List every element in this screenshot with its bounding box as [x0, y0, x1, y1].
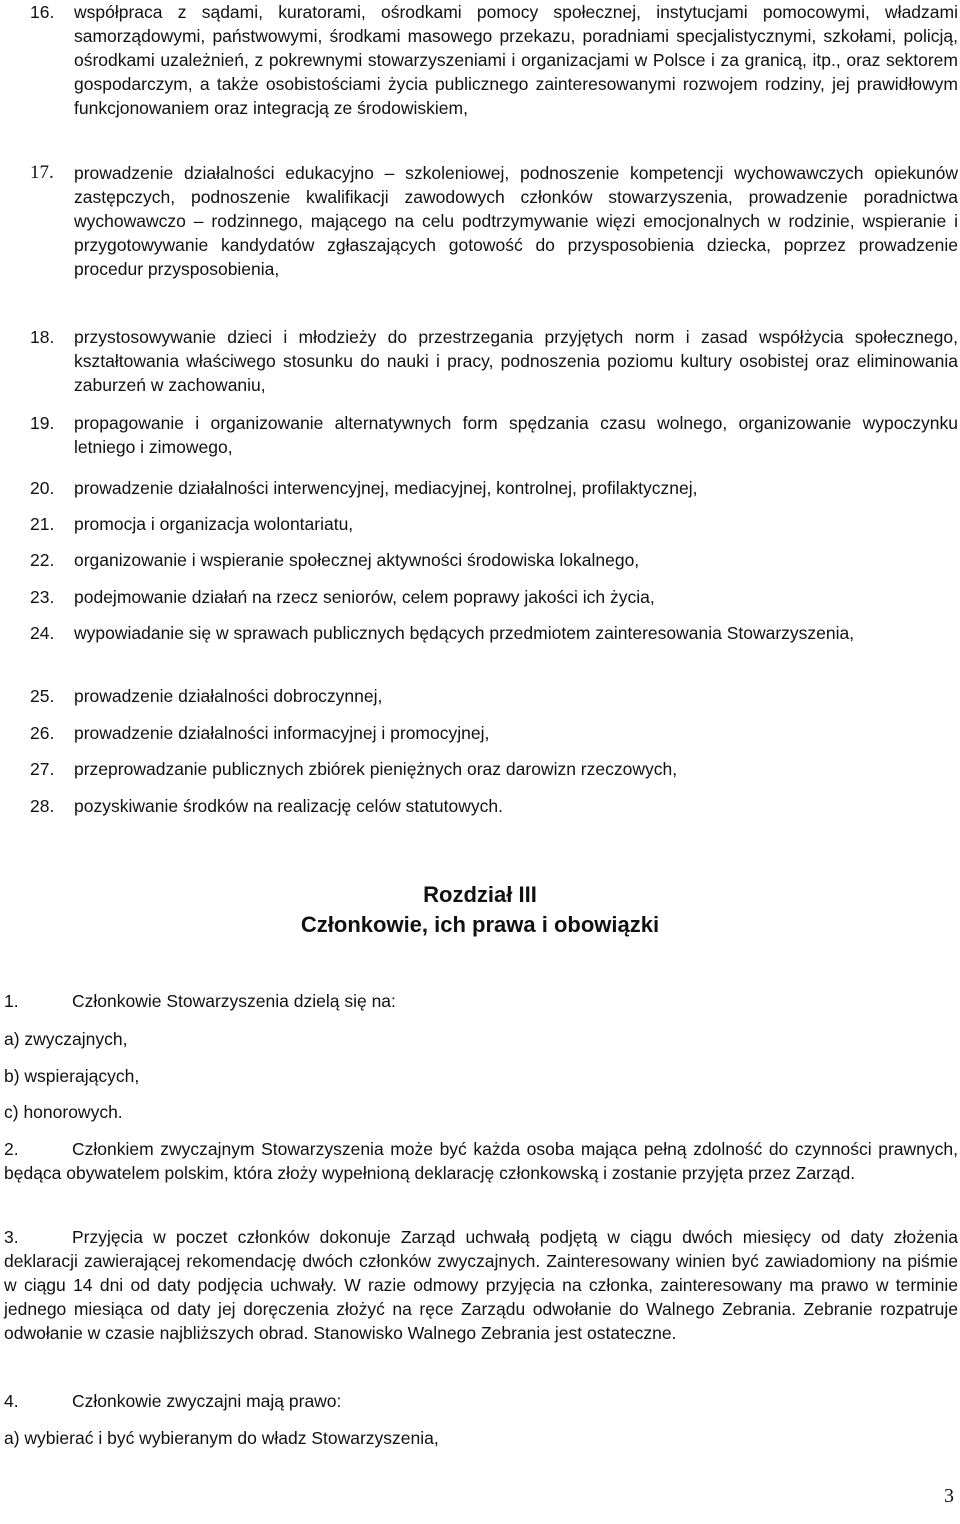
list-item-26 [30, 721, 960, 745]
list-item-text: przeprowadzanie publicznych zbiórek pieniężnych oraz darowizn rzeczowych, [74, 759, 678, 779]
paragraph-number: 2. [4, 1139, 19, 1159]
list-item-22 [30, 548, 960, 572]
list-item-number: 27. [30, 759, 55, 779]
list-item-text: prowadzenie działalności edukacyjno – szkoleniowej, podnoszenie kompetencji wychowawczych opiekunów zastępczych, podnoszenie kwalifikacji zawodowych członków stowarzyszenia, prowadzenie poradnictwa wychowawczo – rodzinnego, mającego na celu podtrzymywanie więzi emocjonalnych w rodzinie, wspieranie i przygotowywanie kandydatów zgłaszających gotowość do przysposobienia dziecka, poprzez prowadzenie procedur przysposobienia, [74, 163, 958, 279]
list-item-27 [30, 757, 960, 781]
list-item-number: 18. [30, 327, 55, 347]
paragraph-text: Przyjęcia w poczet członków dokonuje Zarząd uchwałą podjętą w ciągu dwóch miesięcy od daty złożenia deklaracji zawierającej rekomendację dwóch członków zwyczajnych. Zainteresowany winien być zawiadomiony na piśmie w ciągu 14 dni od daty podjęcia uchwały. W razie odmowy przyjęcia na członka, zainteresowany ma prawo w terminie jednego miesiąca od daty jej doręczenia złożyć na ręce Zarządu odwołanie do Walnego Zebrania. Zebranie rozpatruje odwołanie w czasie najbliższych obrad. Stanowisko Walnego Zebrania jest ostateczne. [4, 1227, 958, 1343]
paragraph-text: Członkowie zwyczajni mają prawo: [72, 1391, 342, 1411]
list-item-17 [30, 161, 960, 281]
sub-item-c: c) honorowych. [4, 1102, 123, 1122]
list-item-text: propagowanie i organizowanie alternatywnych form spędzania czasu wolnego, organizowanie wypoczynku letniego i zimowego, [74, 413, 958, 457]
list-item-21 [30, 512, 960, 536]
sub-item-a: a) wybierać i być wybieranym do władz Stowarzyszenia, [4, 1428, 439, 1448]
list-item-number: 16. [30, 2, 55, 22]
list-item-28 [30, 794, 960, 818]
paragraph-number: 4. [4, 1391, 19, 1411]
list-item-text: pozyskiwanie środków na realizację celów statutowych. [74, 796, 503, 816]
list-item-text: przystosowywanie dzieci i młodzieży do przestrzegania przyjętych norm i zasad współżycia społecznego, kształtowania właściwego stosunku do nauki i pracy, podnoszenia poziomu kultury osobistej oraz eliminowania zaburzeń w zachowaniu, [74, 327, 958, 395]
paragraph-number: 3. [4, 1227, 19, 1247]
list-item-number: 28. [30, 796, 55, 816]
list-item-text: prowadzenie działalności dobroczynnej, [74, 686, 383, 706]
list-item-text: organizowanie i wspieranie społecznej aktywności środowiska lokalnego, [74, 550, 640, 570]
list-item-25 [30, 684, 960, 708]
list-item-16 [30, 0, 960, 120]
list-item-18 [30, 325, 960, 397]
list-item-20 [30, 476, 960, 500]
list-item-number: 17. [30, 162, 54, 183]
list-item-text: prowadzenie działalności informacyjnej i promocyjnej, [74, 723, 490, 743]
list-item-23 [30, 585, 960, 609]
page-number: 3 [944, 1485, 954, 1507]
list-item-number: 20. [30, 478, 55, 498]
list-item-number: 23. [30, 587, 55, 607]
list-item-text: wypowiadanie się w sprawach publicznych będących przedmiotem zainteresowania Stowarzyszenia, [74, 623, 855, 643]
list-item-text: promocja i organizacja wolontariatu, [74, 514, 354, 534]
list-item-number: 19. [30, 413, 55, 433]
list-item-number: 22. [30, 550, 55, 570]
paragraph-3 [4, 1225, 958, 1345]
list-item-19 [30, 411, 960, 459]
chapter-title: Rozdział III [423, 882, 537, 907]
list-item-text: współpraca z sądami, kuratorami, ośrodkami pomocy społecznej, instytucjami pomocowymi, władzami samorządowymi, państwowymi, środkami masowego przekazu, poradniami specjalistycznymi, szkołami, policją, ośrodkami uzależnień, z pokrewnymi stowarzyszeniami i organizacjami w Polsce i za granicą, itp., oraz sektorem gospodarczym, a także osobistościami życia publicznego zainteresowanymi rozwojem rodziny, jej prawidłowym funkcjonowaniem oraz integracją ze środowiskiem, [74, 2, 958, 118]
sub-item-a: a) zwyczajnych, [4, 1029, 128, 1049]
paragraph-number: 1. [4, 991, 19, 1011]
list-item-24 [30, 621, 960, 645]
list-item-number: 24. [30, 623, 55, 643]
list-item-text: podejmowanie działań na rzecz seniorów, celem poprawy jakości ich życia, [74, 587, 655, 607]
paragraph-1 [4, 989, 958, 1013]
list-item-number: 26. [30, 723, 55, 743]
paragraph-text: Członkiem zwyczajnym Stowarzyszenia może być każda osoba mająca pełną zdolność do czynności prawnych, będąca obywatelem polskim, która złoży wypełnioną deklarację członkowską i zostanie przyjęta przez Zarząd. [4, 1139, 958, 1183]
sub-item-b: b) wspierających, [4, 1066, 140, 1086]
list-item-number: 21. [30, 514, 55, 534]
paragraph-2 [4, 1137, 958, 1185]
paragraph-text: Członkowie Stowarzyszenia dzielą się na: [72, 991, 396, 1011]
list-item-text: prowadzenie działalności interwencyjnej, mediacyjnej, kontrolnej, profilaktycznej, [74, 478, 698, 498]
chapter-subtitle: Członkowie, ich prawa i obowiązki [300, 912, 660, 937]
list-item-number: 25. [30, 686, 55, 706]
paragraph-4 [4, 1389, 958, 1413]
